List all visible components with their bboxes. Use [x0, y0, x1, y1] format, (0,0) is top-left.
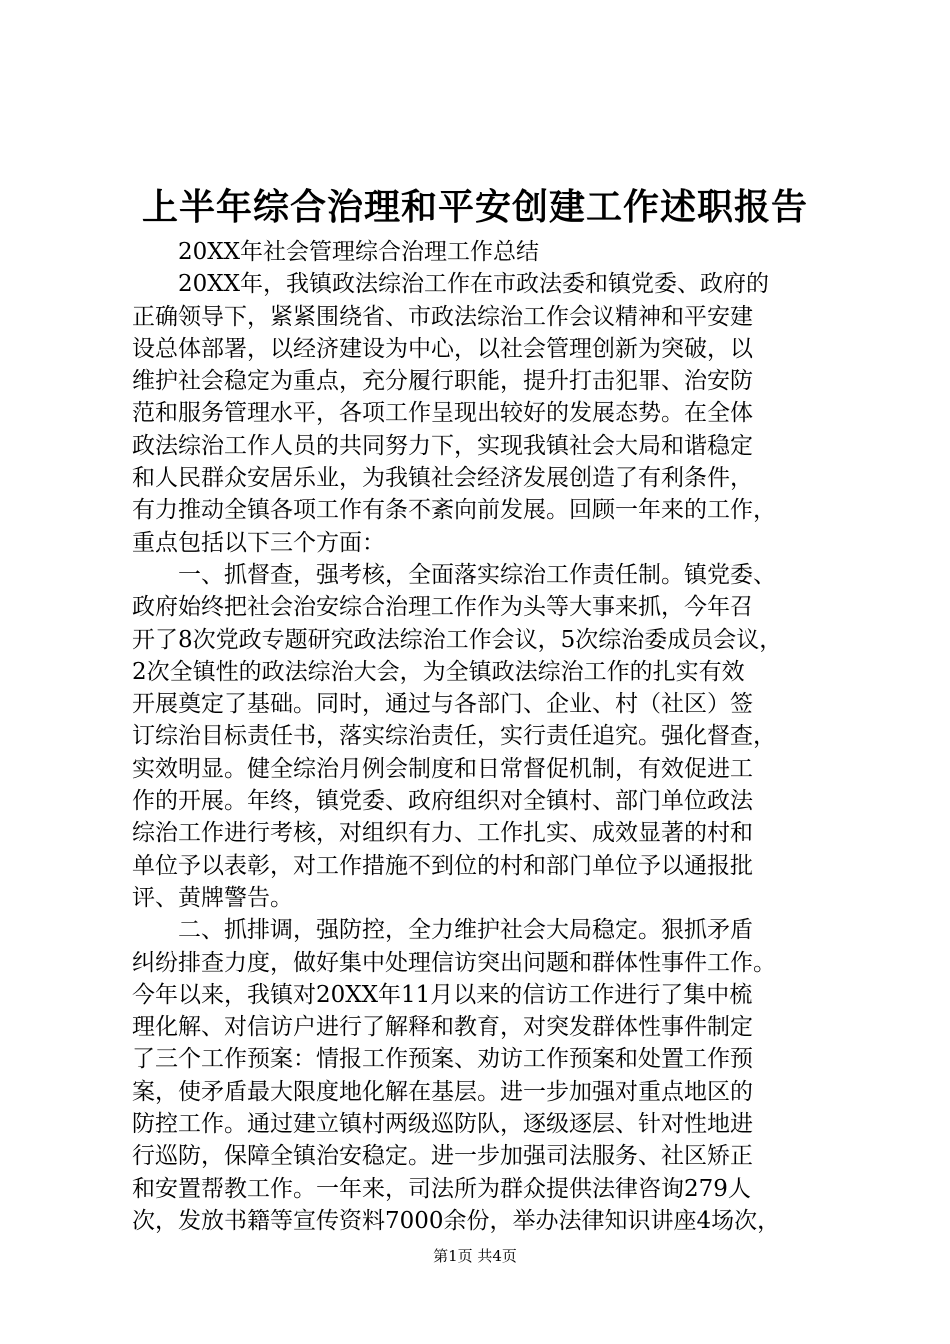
body-line: 作的开展。年终，镇党委、政府组织对全镇村、部门单位政法 [132, 788, 753, 815]
body-line: 综治工作进行考核，对组织有力、工作扎实、成效显著的村和 [132, 820, 753, 847]
body-line: 20XX年社会管理综合治理工作总结 [178, 239, 540, 265]
body-line: 次，发放书籍等宣传资料7000余份，举办法律知识讲座4场次， [132, 1207, 781, 1234]
body-line: 二、抓排调，强防控，全力维护社会大局稳定。狠抓矛盾 [178, 917, 753, 944]
body-line: 案，使矛盾最大限度地化解在基层。进一步加强对重点地区的 [132, 1078, 753, 1105]
body-line: 一、抓督查，强考核，全面落实综治工作责任制。镇党委、 [178, 561, 776, 588]
document-title: 上半年综合治理和平安创建工作述职报告 [141, 186, 808, 228]
body-line: 设总体部署，以经济建设为中心，以社会管理创新为突破，以 [132, 335, 753, 362]
page-footer: 第1页 共4页 [433, 1247, 517, 1265]
body-line: 今年以来，我镇对20XX年11月以来的信访工作进行了集中梳 [132, 981, 753, 1008]
body-line: 政法综治工作人员的共同努力下，实现我镇社会大局和谐稳定 [132, 432, 753, 459]
body-line: 和人民群众安居乐业，为我镇社会经济发展创造了有利条件， [132, 465, 753, 492]
body-line: 20XX年，我镇政法综治工作在市政法委和镇党委、政府的 [178, 271, 770, 298]
body-line: 正确领导下，紧紧围绕省、市政法综治工作会议精神和平安建 [132, 303, 753, 330]
body-line: 2次全镇性的政法综治大会，为全镇政法综治工作的扎实有效 [132, 658, 745, 685]
body-line: 纠纷排查力度，做好集中处理信访突出问题和群体性事件工作。 [132, 949, 776, 976]
body-line: 政府始终把社会治安综合治理工作作为头等大事来抓，今年召 [132, 594, 753, 621]
body-line: 行巡防，保障全镇治安稳定。进一步加强司法服务、社区矫正 [132, 1143, 753, 1170]
body-line: 有力推动全镇各项工作有条不紊向前发展。回顾一年来的工作， [132, 497, 776, 524]
body-line: 评、黄牌警告。 [132, 884, 293, 911]
body-line: 开展奠定了基础。同时，通过与各部门、企业、村（社区）签 [132, 691, 753, 718]
body-line: 开了8次党政专题研究政法综治工作会议，5次综治委成员会议， [132, 626, 783, 653]
body-line: 维护社会稳定为重点，充分履行职能，提升打击犯罪、治安防 [132, 368, 753, 395]
body-line: 防控工作。通过建立镇村两级巡防队，逐级逐层、针对性地进 [132, 1111, 753, 1138]
body-line: 了三个工作预案：情报工作预案、劝访工作预案和处置工作预 [132, 1046, 753, 1073]
body-line: 理化解、对信访户进行了解释和教育，对突发群体性事件制定 [132, 1014, 753, 1041]
body-line: 重点包括以下三个方面： [132, 529, 385, 556]
body-line: 范和服务管理水平，各项工作呈现出较好的发展态势。在全体 [132, 400, 753, 427]
body-line: 实效明显。健全综治月例会制度和日常督促机制，有效促进工 [132, 755, 753, 782]
body-line: 订综治目标责任书，落实综治责任，实行责任追究。强化督查， [132, 723, 776, 750]
document-body [132, 236, 832, 1237]
body-line: 和安置帮教工作。一年来，司法所为群众提供法律咨询279人 [132, 1175, 751, 1202]
body-line: 单位予以表彰，对工作措施不到位的村和部门单位予以通报批 [132, 852, 753, 879]
